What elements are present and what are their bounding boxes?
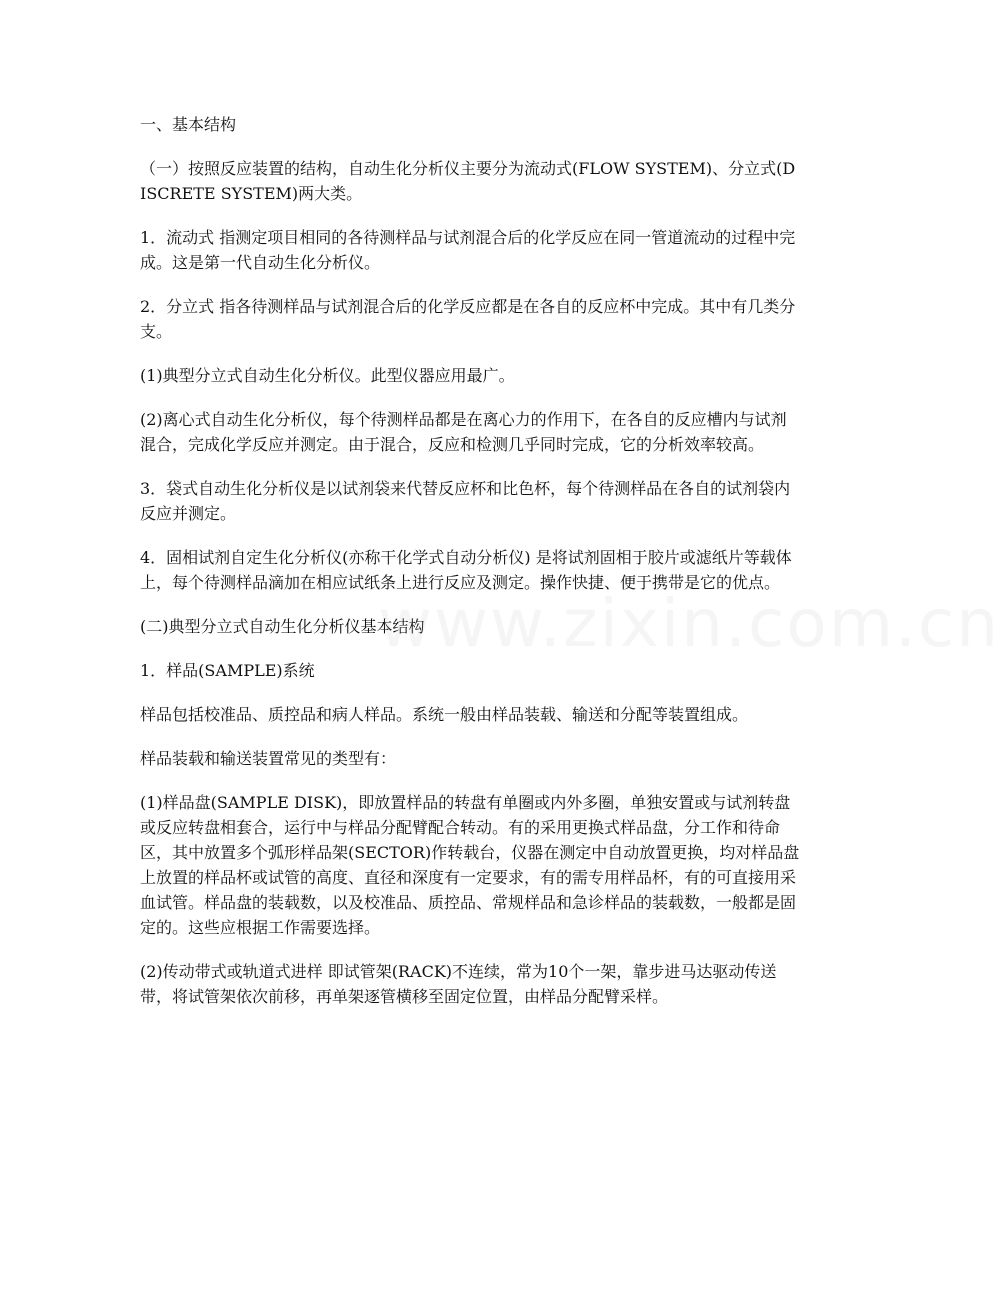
paragraph: 3．袋式自动生化分析仪是以试剂袋来代替反应杯和比色杯，每个待测样品在各自的试剂袋内反应并测定。 bbox=[140, 479, 791, 523]
paragraph: 样品包括校准品、质控品和病人样品。系统一般由样品装载、输送和分配等装置组成。 bbox=[140, 705, 749, 724]
paragraph: (2)传动带式或轨道式进样 即试管架(RACK)不连续，常为10个一架，靠步进马达驱动传送带，将试管架依次前移，再单架逐管横移至固定位置，由样品分配臂采样。 bbox=[140, 962, 777, 1006]
paragraph: 样品装载和输送装置常见的类型有： bbox=[140, 749, 397, 768]
paragraph: 4．固相试剂自定生化分析仪(亦称干化学式自动分析仪) 是将试剂固相于胶片或滤纸片等载体上，每个待测样品滴加在相应试纸条上进行反应及测定。操作快捷、便于携带是它的优点。 bbox=[140, 548, 792, 592]
subsection-heading: 1．样品(SAMPLE)系统 bbox=[140, 661, 315, 680]
paragraph: 1．流动式 指测定项目相同的各待测样品与试剂混合后的化学反应在同一管道流动的过程中完成。这是第一代自动生化分析仪。 bbox=[140, 228, 796, 272]
watermark: www.zixin.com.cn bbox=[378, 585, 1000, 662]
document-body bbox=[140, 112, 800, 1028]
paragraph: （一）按照反应装置的结构，自动生化分析仪主要分为流动式(FLOW SYSTEM)、分立式(DISCRETE SYSTEM)两大类。 bbox=[140, 159, 796, 203]
paragraph: (1)典型分立式自动生化分析仪。此型仪器应用最广。 bbox=[140, 366, 515, 385]
paragraph: (1)样品盘(SAMPLE DISK)，即放置样品的转盘有单圈或内外多圈，单独安置或与试剂转盘或反应转盘相套合，运行中与样品分配臂配合转动。有的采用更换式样品盘，分工作和待命区，其中放置多个弧形样品架(SECTOR)作转载台，仪器在测定中自动放置更换，均对样品盘上放置的样品杯或试管的高度、直径和深度有一定要求，有的需专用样品杯，有的可直接用采血试管。样品盘的装载数，以及校准品、质控品、常规样品和急诊样品的装载数，一般都是固定的。这些应根据工作需要选择。 bbox=[140, 793, 800, 937]
paragraph: (2)离心式自动生化分析仪，每个待测样品都是在离心力的作用下，在各自的反应槽内与试剂混合，完成化学反应并测定。由于混合，反应和检测几乎同时完成，它的分析效率较高。 bbox=[140, 410, 787, 454]
paragraph: 2．分立式 指各待测样品与试剂混合后的化学反应都是在各自的反应杯中完成。其中有几类分支。 bbox=[140, 297, 796, 341]
section-heading: 一、基本结构 bbox=[140, 115, 237, 134]
subsection-heading: (二)典型分立式自动生化分析仪基本结构 bbox=[140, 617, 425, 636]
